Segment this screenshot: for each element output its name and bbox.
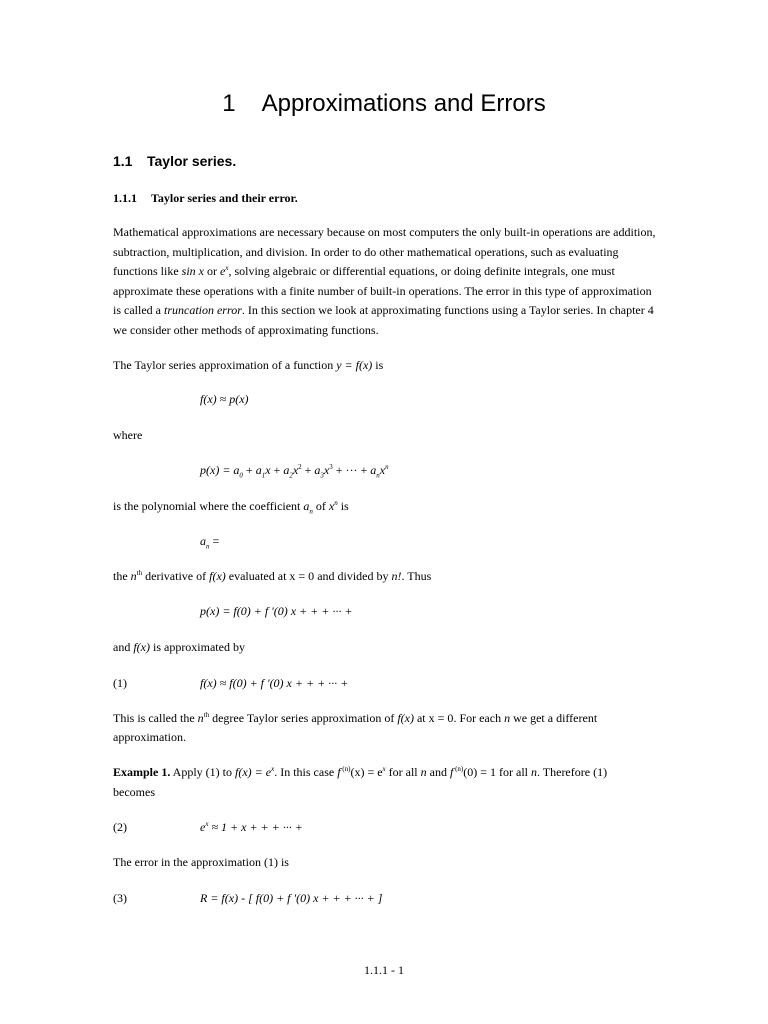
equation-2: $e^x \approx 1 + x$ + + + ··· + [200, 820, 303, 834]
section-number: 1.1 [113, 153, 133, 169]
section-heading [113, 153, 236, 169]
equation-p-expansion: p(x) = f(0) + f '(0) x + + + ··· + [200, 604, 353, 618]
equation-number-3: (3) [113, 891, 127, 905]
equation-3: R = f(x) - [ f(0) + f '(0) x + + + ··· + ] [200, 891, 383, 905]
chapter-title-text: Approximations and Errors [261, 90, 546, 117]
page-footer: 1.1.1 - 1 [364, 963, 404, 977]
chapter-title [0, 90, 768, 118]
degree-line-2: approximation. [113, 730, 186, 744]
example-label: Example 1. [113, 765, 171, 779]
equation-f-approx-p: f(x) ≈ p(x) [200, 392, 249, 406]
degree-line: This is called the $n^{th}$ degree Taylor series approximation of f(x) at x = 0. For each n we get a different [113, 711, 598, 725]
error-intro-line: The error in the approximation (1) is [113, 855, 289, 869]
equation-coefficient: $a_n$ = [200, 534, 220, 551]
subsection-title: Taylor series and their error. [151, 191, 298, 205]
equation-1: f(x) ≈ f(0) + f '(0) x + + + ··· + [200, 676, 349, 690]
section-title: Taylor series. [147, 153, 237, 169]
intro-paragraph: Mathematical approximations are necessary because on most computers the only built-in operations are addition, subtraction, multiplication, and division. In order to do other mathematical operations, such as evaluating functions like sin x or $e^x$, solving algebraic or differential equations, or doing definite integrals, one must approximate these operations with a finite number of built-in operations. The error in this type of approximation is called a truncation error. In this section we look at approximating functions using a Taylor series. In chapter 4 we consider other methods of approximating functions. [113, 225, 656, 337]
coefficient-line: is the polynomial where the coefficient $a_n$ of $x^n$ is [113, 499, 349, 516]
example-1-line-2: becomes [113, 785, 155, 799]
example-1-line: Example 1. Apply (1) to $f(x) = e^x$. In this case f $^{(n)}(x) = e^x$ for all n and f $^{(n)}$(0) = 1 for all n. Therefore (1) [113, 765, 608, 779]
where-label: where [113, 428, 143, 442]
subsection-heading [113, 191, 298, 206]
taylor-intro-line: The Taylor series approximation of a function y = f(x) is [113, 358, 384, 372]
subsection-number: 1.1.1 [113, 191, 137, 205]
chapter-number: 1 [222, 90, 236, 117]
equation-number-1: (1) [113, 676, 127, 690]
equation-polynomial: $p(x) = a_0 + a_1x + a_2x^2 + a_3x^3$ + ··· + $a_nx^n$ [200, 463, 389, 480]
equation-number-2: (2) [113, 820, 127, 834]
approximated-line: and f(x) is approximated by [113, 640, 245, 654]
derivative-line: the $n^{th}$ derivative of f(x) evaluated at x = 0 and divided by n!. Thus [113, 569, 432, 583]
